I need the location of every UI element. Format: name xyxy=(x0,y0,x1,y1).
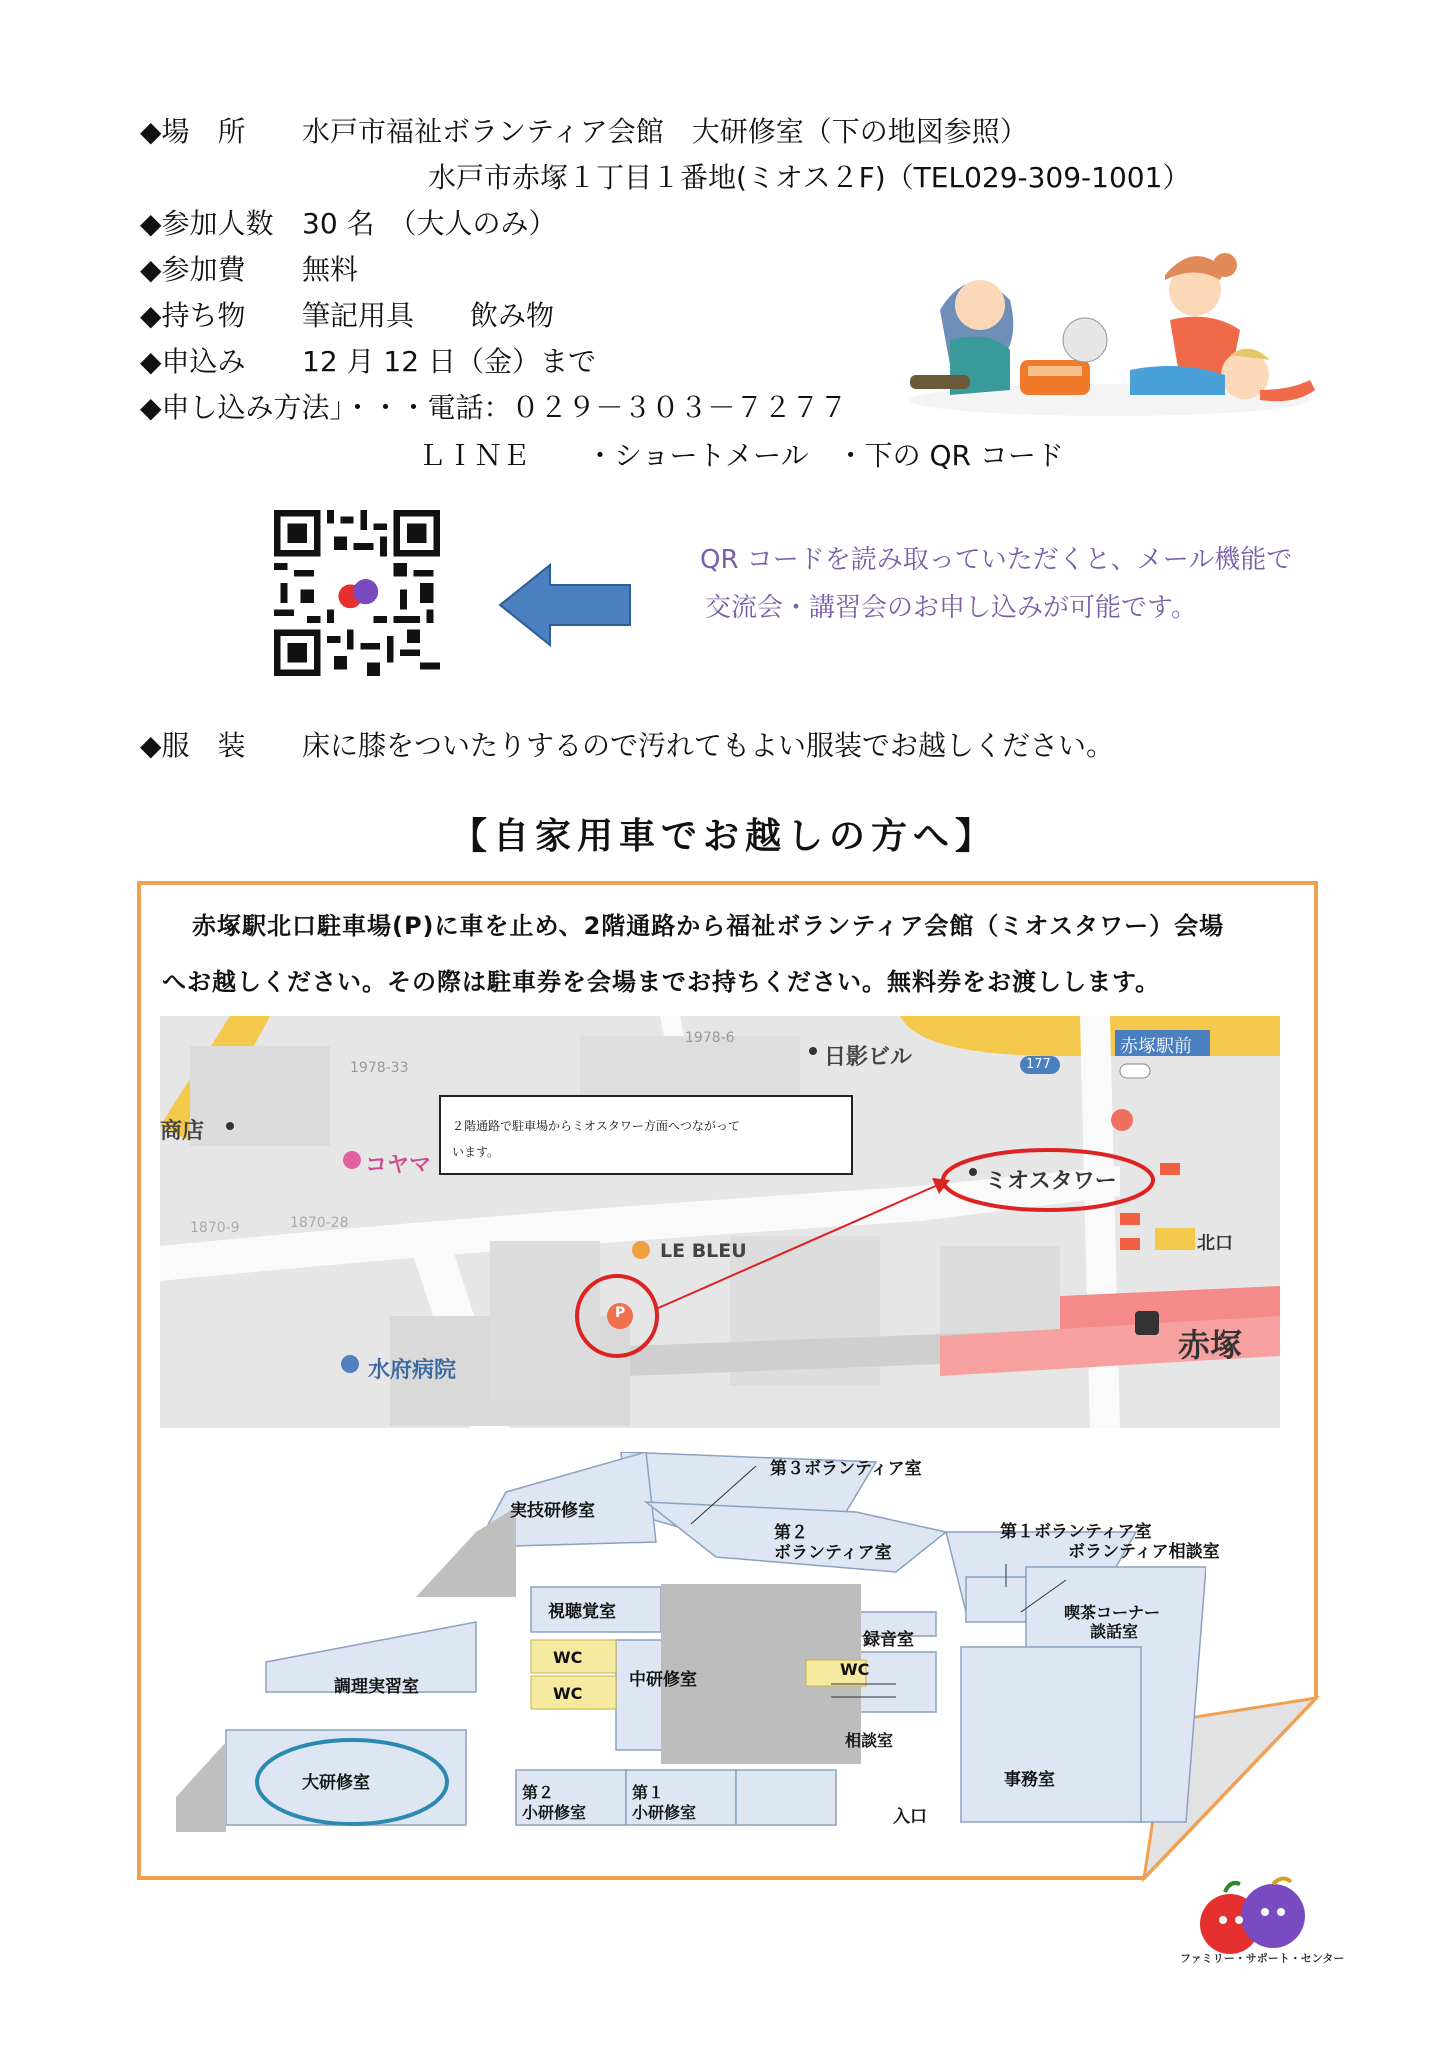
floor-label-cafe-b: 談話室 xyxy=(1090,1622,1139,1641)
fee-value: 無料 xyxy=(302,253,359,286)
floor-label-wc1: WC xyxy=(553,1648,583,1667)
car-text-line2: へお越しください。その際は駐車券を会場までお持ちください。無料券をお渡しします。 xyxy=(162,968,1161,996)
map-label-station: 赤塚駅前 xyxy=(1120,1036,1192,1057)
floor-label-entrance: 入口 xyxy=(893,1807,927,1827)
cpr-illustration xyxy=(900,240,1320,420)
place-row xyxy=(140,114,1028,150)
method-line2: ＬＩＮＥ ・ショートメール ・下の QR コード xyxy=(418,439,1064,472)
family-support-logo xyxy=(1185,1872,1325,1962)
car-section-title: 【自家用車でお越しの方へ】 xyxy=(450,816,997,857)
map-label-hospital: 水府病院 xyxy=(368,1358,457,1383)
floor-label-vol1: 第１ボランティア室 xyxy=(1000,1522,1152,1542)
map-parking-icon: P xyxy=(615,1305,626,1321)
floor-label-soudan: 相談室 xyxy=(845,1731,894,1750)
floor-label-small1b: 小研修室 xyxy=(632,1803,697,1822)
left-arrow-icon xyxy=(495,560,635,650)
map-label-nikkage: 日影ビル xyxy=(824,1045,913,1070)
address: 水戸市赤塚１丁目１番地(ミオス２F)（TEL029-309-1001） xyxy=(428,161,1191,194)
floor-label-wc2: WC xyxy=(553,1684,583,1703)
qr-code[interactable] xyxy=(274,510,440,676)
floor-label-shichokaku: 視聴覚室 xyxy=(548,1602,616,1622)
floor-label-wc3: WC xyxy=(840,1660,870,1679)
items-row xyxy=(140,298,554,334)
dress-value: 床に膝をついたりするので汚れてもよい服装でお越しください。 xyxy=(302,729,1115,762)
floor-label-cafe-a: 喫茶コーナー xyxy=(1064,1603,1161,1622)
floor-label-small1a: 第１ xyxy=(632,1783,665,1802)
map-label-lebleu: LE BLEU xyxy=(660,1240,747,1262)
people-value: 30 名 （大人のみ） xyxy=(302,207,557,240)
car-text-line1: 赤塚駅北口駐車場(P)に車を止め、2階通路から福祉ボランティア会館（ミオスタワー）会場 xyxy=(192,912,1225,940)
floor-label-jitsugi: 実技研修室 xyxy=(510,1501,595,1521)
floor-label-small2a: 第２ xyxy=(522,1783,555,1802)
floor-label-daiken: 大研修室 xyxy=(302,1773,370,1793)
qr-message-line2: 交流会・講習会のお申し込みが可能です。 xyxy=(705,593,1197,623)
dress-label: ◆服 装 xyxy=(140,729,246,762)
floor-label-vol2a: 第２ xyxy=(774,1523,808,1543)
map-label-parcel1: 1978-33 xyxy=(350,1060,409,1076)
floor-label-jimu: 事務室 xyxy=(1004,1770,1055,1790)
map-label-parcel2: 1978-6 xyxy=(685,1030,735,1046)
floor-label-chori: 調理実習室 xyxy=(334,1677,419,1697)
method-line1: ◆申し込み方法」・・・電話：０２９－３０３－７２７７ xyxy=(140,391,848,424)
map-label-parcel3: 1870-9 xyxy=(190,1220,240,1236)
qr-message-line1: QR コードを読み取っていただくと、メール機能で xyxy=(700,545,1293,575)
fee-label: ◆参加費 xyxy=(140,253,246,286)
floor-label-vol-consult: ボランティア相談室 xyxy=(1068,1542,1220,1562)
map-label-parcel4: 1870-28 xyxy=(290,1215,349,1231)
floor-label-chuken: 中研修室 xyxy=(629,1670,697,1690)
floor-label-vol2b: ボランティア室 xyxy=(774,1543,892,1563)
logo-text: ファミリー・サポート・センター xyxy=(1180,1952,1345,1965)
items-value: 筆記用具 飲み物 xyxy=(302,299,555,332)
floor-label-vol3: 第３ボランティア室 xyxy=(770,1459,922,1479)
people-label: ◆参加人数 xyxy=(140,207,274,240)
map-callout: ２階通路で駐車場からミオスタワー方面へつながって います。 xyxy=(452,1119,740,1159)
dress-row xyxy=(140,728,1114,764)
deadline-row xyxy=(140,344,596,380)
map-label-shop: 商店 xyxy=(160,1119,205,1144)
map-label-koyama: コヤマ xyxy=(365,1153,432,1178)
fee-row xyxy=(140,252,358,288)
people-row xyxy=(140,206,557,242)
place-value: 水戸市福祉ボランティア会館 大研修室（下の地図参照） xyxy=(302,115,1028,148)
deadline-value: 12 月 12 日（金）まで xyxy=(302,345,596,378)
floor-label-rokuon: 録音室 xyxy=(863,1630,914,1650)
place-label: ◆場 所 xyxy=(140,115,246,148)
map-label-route: 177 xyxy=(1026,1057,1051,1072)
floor-label-small2b: 小研修室 xyxy=(522,1803,587,1822)
map-label-mios: ミオスタワー xyxy=(985,1169,1117,1194)
map-label-akatsuka: 赤塚 xyxy=(1178,1326,1243,1364)
map-label-kitaguchi: 北口 xyxy=(1197,1233,1233,1254)
items-label: ◆持ち物 xyxy=(140,299,246,332)
deadline-label: ◆申込み xyxy=(140,345,246,378)
